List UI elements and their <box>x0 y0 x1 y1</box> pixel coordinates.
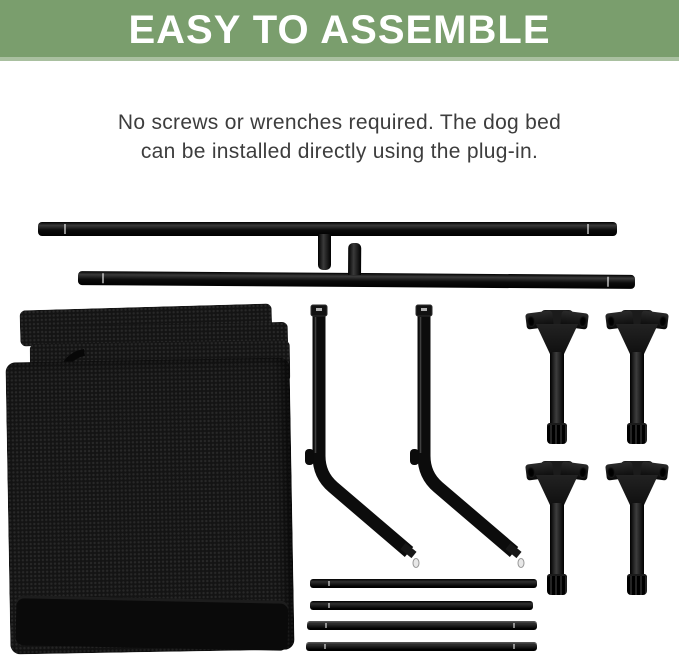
banner-title: EASY TO ASSEMBLE <box>128 7 551 52</box>
leg-funnel <box>535 324 579 354</box>
corner-leg-3 <box>526 459 588 596</box>
leg-foot <box>627 574 647 595</box>
pole-joint-notch <box>325 623 327 628</box>
pole-joint-notch <box>513 644 515 649</box>
pole-joint-notch <box>328 603 330 608</box>
bent-leg-right <box>424 313 514 552</box>
description-line-2: can be installed directly using the plug-in. <box>140 140 539 163</box>
banner-underline <box>0 57 679 61</box>
corner-leg-1 <box>526 308 588 445</box>
rail-joint-notch <box>587 224 589 234</box>
leg-funnel <box>615 475 659 505</box>
leg-foot <box>547 574 567 595</box>
rail-joint-notch <box>102 273 104 283</box>
bent-legs-illustration <box>295 303 535 578</box>
leg-column <box>550 503 564 577</box>
rail-joint-notch <box>607 277 609 287</box>
corner-leg-4 <box>606 459 668 596</box>
leg-top-caps <box>311 305 432 316</box>
short-pole-3 <box>307 621 537 630</box>
short-pole-4 <box>306 642 537 651</box>
leg-foot <box>627 423 647 444</box>
leg-column <box>550 352 564 426</box>
leg-column <box>630 503 644 577</box>
short-pole-1 <box>310 579 537 588</box>
description <box>0 108 679 166</box>
leg-thin-tips <box>403 546 524 568</box>
rail-joint-notch <box>64 224 66 234</box>
long-rail-bottom <box>78 271 635 289</box>
corner-leg-2 <box>606 308 668 445</box>
pole-joint-notch <box>324 644 326 649</box>
rail-center-stub-up <box>348 243 361 275</box>
leg-funnel <box>615 324 659 354</box>
leg-foot <box>547 423 567 444</box>
leg-funnel <box>535 475 579 505</box>
pole-joint-notch <box>513 623 515 628</box>
pole-joint-notch <box>328 581 330 586</box>
short-pole-2 <box>310 601 533 610</box>
bent-leg-left <box>319 313 409 552</box>
long-rail-top <box>38 222 617 236</box>
leg-column <box>630 352 644 426</box>
fabric-bottom-fold <box>16 595 289 651</box>
rail-center-stub-down <box>318 234 331 270</box>
description-line-1: No screws or wrenches required. The dog bed <box>117 111 562 134</box>
banner <box>0 0 679 57</box>
